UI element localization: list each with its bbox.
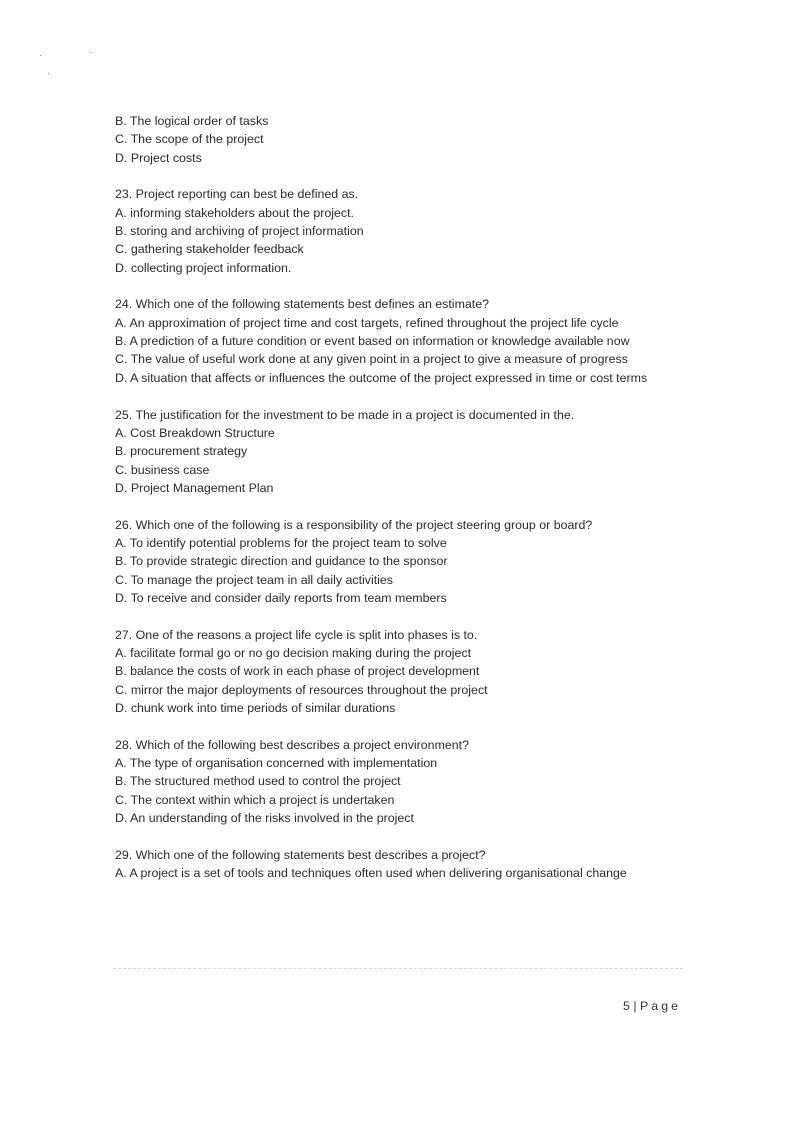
option: D. An understanding of the risks involved in the project: [115, 811, 414, 826]
question-text: 25. The justification for the investment to be made in a project is documented in the.: [115, 407, 575, 422]
page-label: Page: [640, 999, 681, 1013]
option: B. To provide strategic direction and guidance to the sponsor: [115, 554, 448, 569]
question-block: [115, 185, 693, 277]
option: A. An approximation of project time and cost targets, refined throughout the project life cycle: [115, 315, 619, 330]
option: D. To receive and consider daily reports from team members: [115, 590, 447, 605]
footer-divider: [113, 968, 683, 969]
option: A. To identify potential problems for the project team to solve: [115, 535, 447, 550]
option: D. A situation that affects or influences the outcome of the project expressed in time or cost terms: [115, 370, 648, 385]
option: D. chunk work into time periods of similar durations: [115, 701, 396, 715]
option: C. The value of useful work done at any given point in a project to give a measure of progress: [115, 352, 628, 367]
option: B. The logical order of tasks: [115, 114, 269, 128]
option: C. gathering stakeholder feedback: [115, 242, 304, 257]
option: B. balance the costs of work in each phase of project development: [115, 664, 480, 679]
question-block: [115, 516, 693, 608]
option: B. A prediction of a future condition or event based on information or knowledge available now: [115, 334, 630, 349]
option: C. mirror the major deployments of resources throughout the project: [115, 682, 488, 697]
footer-separator: |: [633, 999, 637, 1013]
option: D. collecting project information.: [115, 260, 292, 275]
question-block: [115, 736, 693, 828]
option: B. procurement strategy: [115, 444, 248, 459]
question-block: [115, 406, 693, 498]
option: D. Project Management Plan: [115, 480, 274, 495]
question-block: [115, 846, 693, 883]
option: A. A project is a set of tools and techniques often used when delivering organisational change: [115, 866, 627, 881]
question-text: 27. One of the reasons a project life cycle is split into phases is to.: [115, 627, 478, 642]
option: B. The structured method used to control the project: [115, 774, 401, 789]
option: C. business case: [115, 462, 210, 477]
page-footer: [623, 999, 681, 1013]
question-text: 23. Project reporting can best be defined as.: [115, 187, 359, 202]
option: C. To manage the project team in all daily activities: [115, 572, 394, 587]
option: A. informing stakeholders about the project.: [115, 205, 354, 220]
page-number: 5: [623, 999, 630, 1013]
option: D. Project costs: [115, 150, 202, 165]
question-text: 28. Which of the following best describes a project environment?: [115, 737, 470, 752]
question-block: [115, 295, 693, 387]
option: A. Cost Breakdown Structure: [115, 425, 275, 440]
question-text: 26. Which one of the following is a responsibility of the project steering group or board?: [115, 517, 593, 532]
continued-options: [115, 112, 693, 167]
page-content: [115, 112, 693, 901]
option: A. facilitate formal go or no go decision making during the project: [115, 645, 472, 660]
option: C. The scope of the project: [115, 132, 264, 147]
option: A. The type of organisation concerned with implementation: [115, 756, 438, 771]
question-text: 24. Which one of the following statements best defines an estimate?: [115, 297, 490, 312]
question-block: [115, 626, 693, 718]
option: B. storing and archiving of project information: [115, 224, 364, 239]
option: C. The context within which a project is undertaken: [115, 792, 395, 807]
question-text: 29. Which one of the following statements best describes a project?: [115, 847, 486, 862]
